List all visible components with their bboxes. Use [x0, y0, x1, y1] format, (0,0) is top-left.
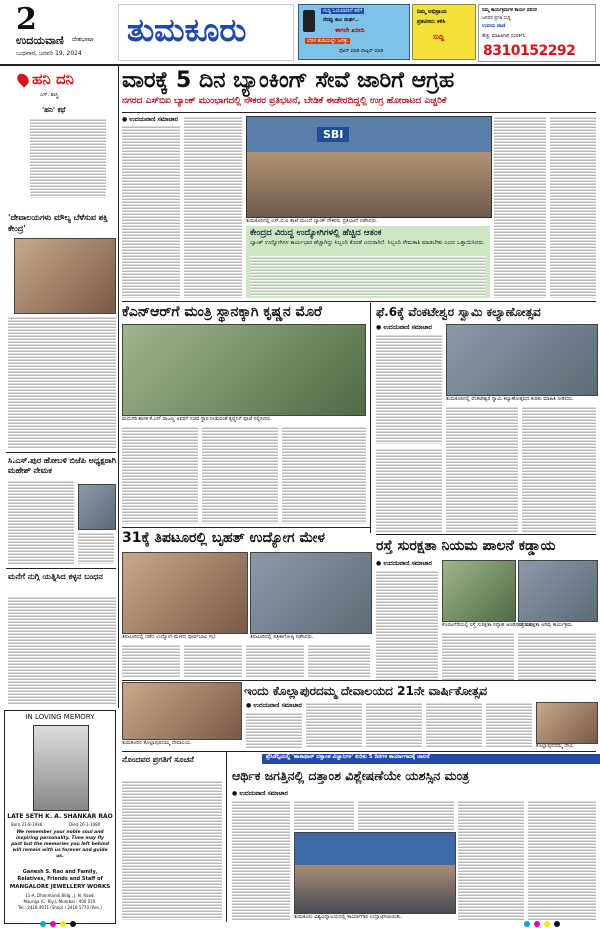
kolla-headline: ಇಂದು ಕೊಲ್ಲಾಪುರದಮ್ಮ ದೇವಾಲಯದ 21ನೇ ವಾರ್ಷಿಕೋತ್ಸವ — [244, 684, 488, 698]
eco-caption: ತುಮಕೂರು ವಿಶ್ವವಿದ್ಯಾಲಯದಲ್ಲಿ ಕಾರ್ಯಾಗಾರ ಉದ್ಘಾಟಿಸಲಾಯಿತು. — [294, 914, 403, 920]
memorial-portrait — [33, 725, 89, 811]
ad-line: ಸುದ್ದಿ — [433, 33, 445, 41]
lead-headline: ವಾರಕ್ಕೆ 5 ದಿನ ಬ್ಯಾಂಕಿಂಗ್ ಸೇವೆ ಜಾರಿಗೆ ಆಗ್ರಹ — [122, 68, 455, 93]
feb6-body-col4 — [376, 448, 442, 532]
job-photo-right — [250, 552, 372, 634]
lead-body-col4 — [494, 116, 546, 298]
job-caption-right: ತಿಪಟೂರಿನಲ್ಲಿ ಪತ್ರಿಕಾಗೋಷ್ಠಿ ನಡೆಸಿದರು. — [250, 634, 314, 640]
kolla-caption-2: ಕೊಲ್ಲಾಪುರದಮ್ಮ ದೇವಿ. — [536, 743, 574, 749]
memorial-header: IN LOVING MEMORY — [25, 713, 95, 721]
box-text: ಬ್ಯಾಂಕ್ ಉದ್ಯೋಗಿಗಳ ಕಾರ್ಯಭಾರ ಹೆಚ್ಚಾಗಿದ್ದು ಸಿಬ್ಬಂದಿ ಕೊರತೆ ಎದುರಾಗಿದೆ. ಸಿಬ್ಬಂದಿ ನೇಮಕಾತಿ ಮಾಡಬೇಕು ಎಂದು ಒತ್ತಾಯಿಸಿದರು. — [250, 240, 485, 246]
feature-body — [8, 316, 116, 448]
eco-body-col5 — [528, 800, 596, 920]
job-headline: 31ಕ್ಕೆ ತಿಪಟೂರಲ್ಲಿ ಬೃಹತ್ ಉದ್ಯೋಗ ಮೇಳ — [122, 530, 325, 546]
job-caption-left: ತಿಪಟೂರಿನಲ್ಲಿ ನಡೆದ ಉದ್ಯೋಗ ಮೇಳದ ಪೂರ್ವಭಾವಿ ಸಭೆ. — [122, 634, 217, 640]
feb6-body-col1 — [376, 334, 442, 444]
sbi-sign: SBI — [317, 127, 349, 142]
ad-line: ನಿಮ್ಮ ಕಾರ್ಯಕ್ರಮಗಳ ಕಾರ್ಯ ಪರಿಸರ — [482, 8, 538, 13]
noondani-body — [122, 780, 222, 920]
memorial-born: Born 21-8-1936 — [11, 822, 43, 827]
kolla-body-col4 — [426, 702, 482, 748]
ad-line: ನಿಮ್ಮ ಅಭಿಪ್ರಾಯ — [417, 9, 447, 15]
kolla-body-col1 — [246, 712, 302, 748]
sidebar-body-1b — [78, 532, 114, 564]
column-rule — [226, 752, 227, 922]
memorial-relatives: Relatives, Friends and Staff of — [17, 876, 103, 882]
memorial-company: MANGALORE JEWELLERY WORKS — [9, 884, 111, 890]
feb6-headline: ಫೆ.6ಕ್ಕೆ ವೆಂಕಟೇಶ್ವರ ಸ್ವಾಮಿ ಕಲ್ಯಾಣೋತ್ಸವ — [376, 305, 541, 319]
box-body — [250, 256, 486, 296]
phone-icon — [303, 10, 315, 32]
road-photo-right — [518, 560, 598, 622]
eco-photo — [294, 832, 456, 914]
column-logo — [18, 70, 114, 90]
kolla-body-col2 — [306, 702, 362, 748]
kolla-photo-2 — [536, 702, 598, 744]
byline: ● ಉದಯವಾಣಿ ಸಮಾಚಾರ — [246, 702, 302, 709]
road-photo-left — [442, 560, 516, 622]
drop-icon — [15, 71, 31, 87]
portrait-photo — [78, 484, 116, 530]
job-body-col1 — [122, 644, 180, 678]
city-title-box — [118, 4, 294, 61]
road-body-col2 — [442, 632, 514, 680]
feb6-body-col2 — [446, 406, 518, 532]
ad-line: ಫೋನ್ ಮಾಡಿ ವಾಟ್ಸಪ್ ಮಾಡಿ — [339, 49, 384, 54]
lead-body-col1 — [122, 125, 180, 242]
masthead — [0, 0, 600, 64]
byline: ● ಉದಯವಾಣಿ ಸಮಾಚಾರ — [232, 790, 288, 797]
eco-kicker: ಪ್ರೆಸಿಡೆನ್ಸಿಯಲ್ಲಿ 'ಹಾಕಾಥಾನ್ ದತ್ತಾಂಶ ವಿಜ್ಞಾನಿಗಳ' ಕುರಿತು 5 ದಿನಗಳ ಕಾರ್ಯಾಗಾರಕ್ಕೆ ಚಾಲನೆ — [262, 754, 600, 764]
memorial-died: Died 20-1-1980 — [69, 822, 101, 827]
rule — [122, 112, 596, 113]
knr-caption: ಮಧುಗಿರಿ ಶಾಸಕ ಕೆ.ಎನ್.ರಾಜಣ್ಣ ಅವರಿಗೆ ಸಚಿವ ಸ್ಥಾನ ನೀಡುವಂತೆ ಕೃಷ್ಣನಿಗೆ ಪೂಜೆ ಸಲ್ಲಿಸಿದರು. — [122, 416, 272, 422]
poem-text — [30, 118, 106, 198]
ad-contact — [478, 4, 596, 62]
sbi-caption: ತುಮಕೂರಿನಲ್ಲಿ ಎಸ್.ಬಿ.ಐ ಶಾಖೆ ಮುಂದೆ ಬ್ಯಾಂಕ್ ನೌಕರರು ಪ್ರತಿಭಟನೆ ನಡೆಸಿದರು. — [246, 218, 378, 224]
knr-headline: ಕೆಎನ್‌ಆರ್‌ಗೆ ಮಂತ್ರಿ ಸ್ಥಾನಕ್ಕಾಗಿ ಕೃಷ್ಣನ ಮೊರೆ — [122, 304, 322, 320]
lead-body-col3 — [184, 116, 242, 298]
feature-quote: 'ದೇವಾಲಯಗಳು ಮೌಲ್ಯ ಬೆಳೆಸುವ ಶಕ್ತಿ ಕೇಂದ್ರ' — [8, 213, 108, 233]
road-body-col3 — [518, 632, 596, 680]
kolla-body-col3 — [366, 702, 422, 748]
sidebar-headline-2: ಮನೆಗೆ ನುಗ್ಗಿ ಯತ್ನಿಸಿದ ಕಳ್ಳನ ಬಂಧನ — [8, 572, 103, 581]
poem-title: 'ಹನಿ' ಕಥೆ — [42, 106, 66, 114]
memorial-text: We remember your noble soul and inspiring personality. Time may fly past but the memories you left behind will remain with us forever and guide us. — [11, 830, 109, 859]
ad-line: ಈಗಲೇ ಖರೀದಿ — [335, 27, 365, 34]
noondani-headline: ನೊಂದವರ ಪ್ರಗತಿಗೆ ಸೂಚನೆ — [122, 755, 194, 764]
eco-body-col3 — [358, 800, 454, 830]
rule — [376, 534, 596, 535]
knr-body-col2 — [202, 426, 278, 524]
ad-line: ಸುದ್ದಿ ಓದುವವರಿಗೆ ಕರೆಗೆ — [323, 8, 363, 14]
page-number: 2 — [16, 2, 37, 37]
column-rule — [118, 66, 119, 708]
job-body-col2 — [184, 644, 242, 678]
rule — [6, 568, 116, 569]
lead-subhead: ನಗರದ ಎಸ್‌ಬಿಐ ಬ್ಯಾಂಕ್ ಮುಂಭಾಗದಲ್ಲಿ ನೌಕರರ ಪ್ರತಿಭಟನೆ, ಬೇಡಿಕೆ ಈಡೇರದಿದ್ದಲ್ಲಿ ಉಗ್ರ ಹೋರಾಟದ ಎಚ್ಚರಿಕೆ — [122, 96, 447, 106]
byline: ● ಉದಯವಾಣಿ ಸಮಾಚಾರ — [376, 324, 432, 331]
ad-opinion — [412, 4, 476, 60]
feb6-photo — [446, 324, 598, 396]
rule — [122, 680, 596, 681]
eco-body-col1 — [232, 800, 290, 920]
ad-phone-offer — [298, 4, 410, 60]
column-title: ಹನಿ ದನಿ — [32, 70, 74, 88]
ad-phone-number: 8310152292 — [483, 43, 576, 59]
rule — [122, 301, 596, 302]
column-rule — [370, 303, 371, 533]
job-body-col4 — [308, 644, 370, 678]
road-headline: ರಸ್ತೆ ಸುರಕ್ಷತಾ ನಿಯಮ ಪಾಲನೆ ಕಡ್ಡಾಯ — [376, 538, 556, 554]
sidebar-body-2 — [8, 596, 116, 704]
ad-line: ಉದಯ ವಾಣಿ — [482, 23, 506, 29]
memorial-family: Ganesh S. Rao and Family, — [22, 869, 98, 875]
kolla-body-col5 — [486, 702, 532, 748]
memorial-ad — [4, 710, 116, 924]
eco-body-col2 — [294, 800, 354, 830]
memorial-address: 11-A, Dhanmandi Bldg., J. N. Road, — [25, 893, 95, 898]
sidebar-body-1 — [8, 480, 74, 564]
kolla-photo — [122, 682, 242, 740]
masthead-rule — [0, 64, 600, 66]
feb6-caption: ತುಮಕೂರಿನಲ್ಲಿ ವೆಂಕಟೇಶ್ವರ ಸ್ವಾಮಿ ಕಲ್ಯಾಣೋತ್ಸವದ ಕುರಿತು ಮಾಹಿತಿ ನೀಡಿದರು. — [446, 396, 574, 402]
knr-body-col1 — [122, 426, 198, 524]
rule — [122, 751, 596, 752]
temple-photo — [14, 238, 116, 314]
paper-name: ಉದಯವಾಣಿ — [16, 34, 64, 47]
memorial-city: Maunga (C. Rly.), Mumbai - 400 019. — [23, 899, 97, 904]
ad-line: ಹೆಚ್ಚು ಮಾಹಿತಿಗಾಗಿ ಸಂಪರ್ಕಿಸಿ — [482, 34, 526, 39]
memorial-tel: Tel.: 2418 4911 (Shop) / 2418 5770 (Res.) — [18, 905, 102, 910]
ad-line: ಜನಪರ ಪ್ರಗತಿ ಸುದ್ದಿ — [482, 16, 511, 21]
lead-body-col5 — [550, 116, 596, 298]
knr-body-col3 — [282, 426, 366, 524]
feb6-body-col3 — [522, 406, 596, 532]
ad-line: ಬೆರಳ ತುದಿಯಲ್ಲೇ ಜಗತ್ತು — [307, 38, 349, 44]
sidebar-headline-1: ಸಿ.ಎಸ್.ಪುರ ಹೋಬಳಿ ಬಿಜೆಪಿ ಅಧ್ಯಕ್ಷರಾಗಿ ಮಹೇಶ್ ನೇಮಕ — [8, 456, 116, 475]
column-author: ಎಸ್. ಶಾಸ್ತ್ರಿ — [40, 92, 59, 98]
eco-headline: ಆರ್ಥಿಕ ಜಗತ್ತಿನಲ್ಲಿ ದತ್ತಾಂಶ ವಿಶ್ಲೇಷಣೆಯೇ ಯಶಸ್ಸಿನ ಮಂತ್ರ — [232, 768, 470, 783]
kolla-caption: ತುಮಕೂರಿನ ಕೊಲ್ಲಾಪುರದಮ್ಮ ದೇವಾಲಯ. — [122, 740, 192, 746]
eco-body-col4 — [458, 800, 524, 920]
box-story — [246, 226, 490, 298]
byline: ● ಉದಯವಾಣಿ ಸಮಾಚಾರ — [122, 116, 178, 123]
job-photo-left — [122, 552, 248, 634]
memorial-name: LATE SETH K. A. SHANKAR RAO — [7, 813, 113, 820]
box-headline: ಕೇಂದ್ರದ ವಿರುದ್ಧ ಉದ್ಯೋಗಿಗಳಲ್ಲಿ ಹೆಚ್ಚಿದ ಆತಂಕ — [250, 228, 382, 238]
road-body-col1 — [376, 570, 438, 680]
sbi-photo — [246, 116, 492, 218]
rule — [6, 452, 116, 453]
city-title: ತುಮಕೂರು — [127, 11, 247, 49]
knr-photo — [122, 324, 366, 416]
issue-date: ಬುಧವಾರ, ಜನವರಿ 19, 2024 — [16, 50, 82, 57]
print-registration-marks — [40, 921, 560, 927]
job-body-col3 — [246, 644, 304, 678]
ad-line: ನೆನಪ್ಪು ಕಾಲ ದೀರ್ಘ.. — [323, 17, 359, 23]
lead-body-col2 — [122, 242, 180, 298]
edition-label: ದೇಶಭಾಷಾ — [72, 36, 94, 43]
road-caption-right: ರಸ್ತೆ ಸುರಕ್ಷತಾ ಅರಿವು ಕಾರ್ಯಕ್ರಮ. — [518, 622, 574, 628]
byline: ● ಉದಯವಾಣಿ ಸಮಾಚಾರ — [376, 560, 432, 567]
ad-line: ಪ್ರಕಟಿಸಲು ಕಳಿಸಿ — [417, 19, 446, 25]
road-caption-left: ಕೊರಟಗೆರೆಯಲ್ಲಿ ರಸ್ತೆ ಸುರಕ್ಷತಾ ಸಪ್ತಾಹ ಆಚರಿಸಲಾಯಿತು. — [442, 622, 535, 628]
